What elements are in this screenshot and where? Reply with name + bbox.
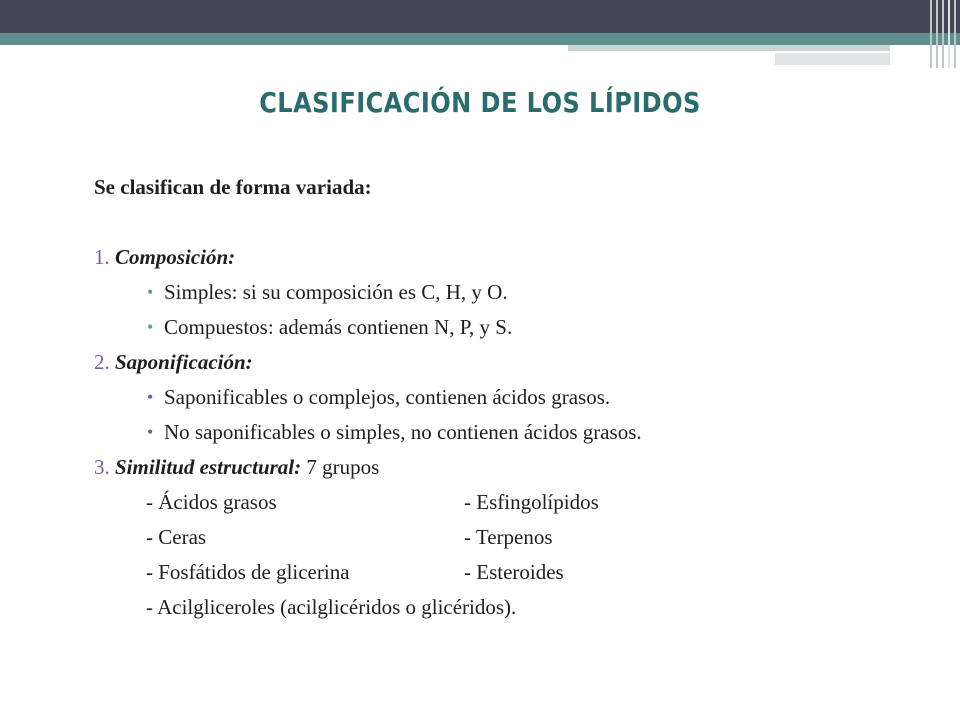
decorative-lines: [924, 0, 960, 68]
section-tail: 7 grupos: [301, 455, 380, 479]
group-item: - Ácidos grasos: [146, 490, 277, 514]
bullet-text: Simples: si su composición es C, H, y O.: [164, 280, 508, 304]
group-item: - Terpenos: [464, 525, 553, 549]
group-row: [94, 590, 914, 625]
list-item: [94, 380, 914, 415]
bullet-text: No saponificables o simples, no contienen ácidos grasos.: [164, 420, 642, 444]
list-item: [94, 275, 914, 310]
section-label: Composición:: [115, 245, 236, 269]
bullet-text: Compuestos: además contienen N, P, y S.: [164, 315, 513, 339]
accent-band: [0, 33, 960, 45]
section-3: [94, 450, 914, 485]
bullet-text: Saponificables o complejos, contienen ácidos grasos.: [164, 385, 611, 409]
group-item: - Ceras: [146, 525, 207, 549]
group-row: [94, 555, 914, 590]
group-row: [94, 485, 914, 520]
list-item: [94, 415, 914, 450]
decorative-stripe: [775, 53, 890, 65]
section-label: Saponificación:: [115, 350, 253, 374]
group-item: - Fosfátidos de glicerina: [146, 560, 350, 584]
section-2: [94, 345, 914, 380]
slide-title: CLASIFICACIÓN DE LOS LÍPIDOS: [259, 86, 701, 119]
header-bar: [0, 0, 960, 33]
section-1: [94, 240, 914, 275]
section-number: 3.: [94, 455, 110, 479]
intro-text: Se clasifican de forma variada:: [94, 175, 372, 199]
bullet-icon: •: [147, 317, 154, 337]
section-number: 1.: [94, 245, 110, 269]
list-item: [94, 310, 914, 345]
group-item: - Esteroides: [464, 560, 564, 584]
decorative-stripe: [568, 51, 890, 53]
slide-content: [94, 170, 914, 625]
group-row: [94, 520, 914, 555]
group-item: - Acilgliceroles (acilglicéridos o glicéridos).: [146, 595, 517, 619]
group-item: - Esfingolípidos: [464, 490, 599, 514]
section-label: Similitud estructural:: [115, 455, 302, 479]
section-number: 2.: [94, 350, 110, 374]
bullet-icon: •: [147, 282, 154, 302]
bullet-icon: •: [147, 387, 154, 407]
bullet-icon: •: [147, 422, 154, 442]
